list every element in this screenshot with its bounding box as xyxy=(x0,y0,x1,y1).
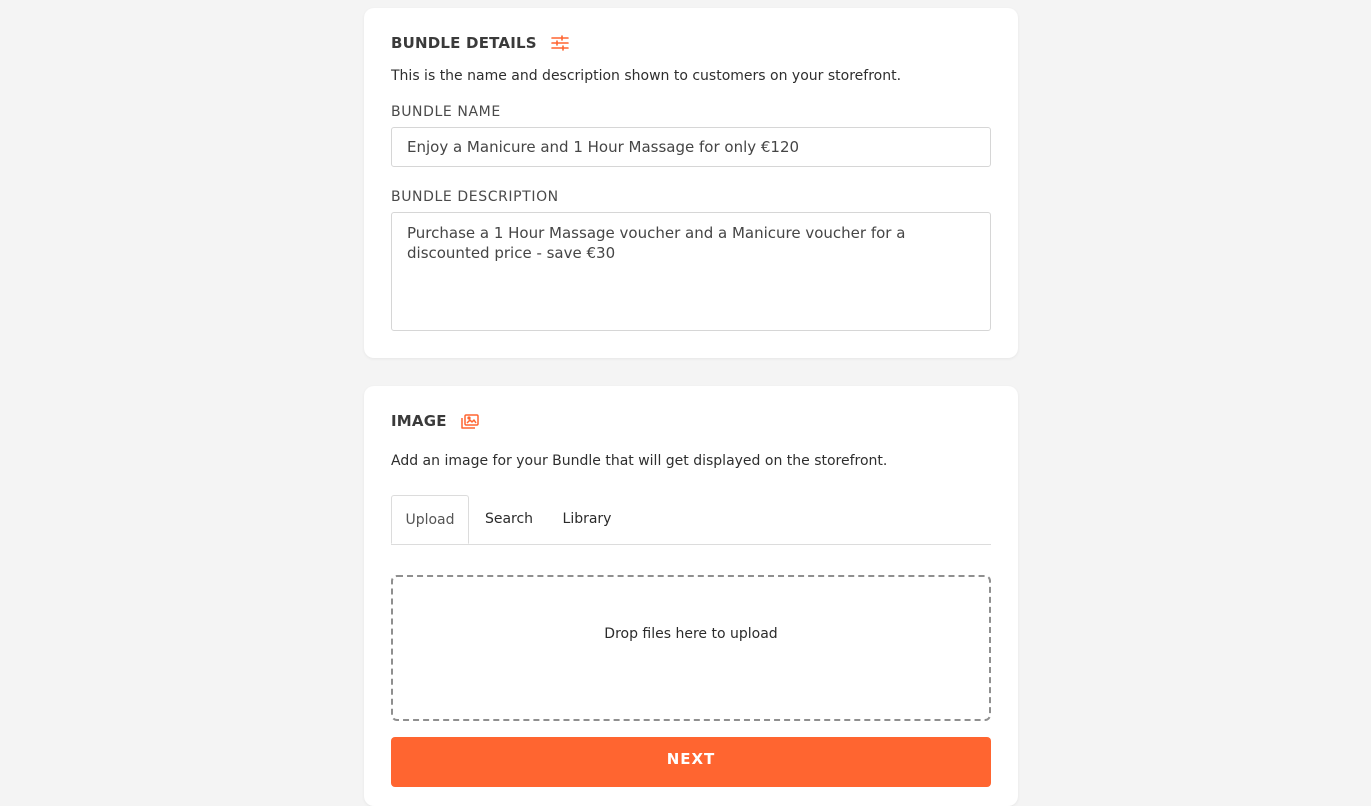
next-button[interactable]: NEXT xyxy=(391,737,991,787)
tab-library[interactable]: Library xyxy=(562,511,612,527)
bundle-description-label: BUNDLE DESCRIPTION xyxy=(391,189,559,205)
images-icon xyxy=(461,414,479,429)
dropzone-text: Drop files here to upload xyxy=(604,626,778,642)
image-source-tabs xyxy=(391,495,991,545)
upload-dropzone[interactable] xyxy=(391,575,991,721)
bundle-description-textarea[interactable]: Purchase a 1 Hour Massage voucher and a Manicure voucher for a discounted price - save €30 xyxy=(391,212,991,331)
image-title: IMAGE xyxy=(391,412,447,430)
bundle-details-subtitle: This is the name and description shown to customers on your storefront. xyxy=(391,68,902,84)
image-heading xyxy=(391,412,479,430)
image-subtitle: Add an image for your Bundle that will get displayed on the storefront. xyxy=(391,453,888,469)
bundle-details-heading xyxy=(391,34,569,52)
bundle-name-label: BUNDLE NAME xyxy=(391,104,501,120)
bundle-details-card xyxy=(364,8,1018,358)
bundle-details-title: BUNDLE DETAILS xyxy=(391,34,537,52)
image-card xyxy=(364,386,1018,806)
tab-upload[interactable]: Upload xyxy=(391,495,469,544)
tab-search[interactable]: Search xyxy=(484,511,534,527)
sliders-icon xyxy=(551,35,569,51)
bundle-name-input[interactable] xyxy=(391,127,991,167)
